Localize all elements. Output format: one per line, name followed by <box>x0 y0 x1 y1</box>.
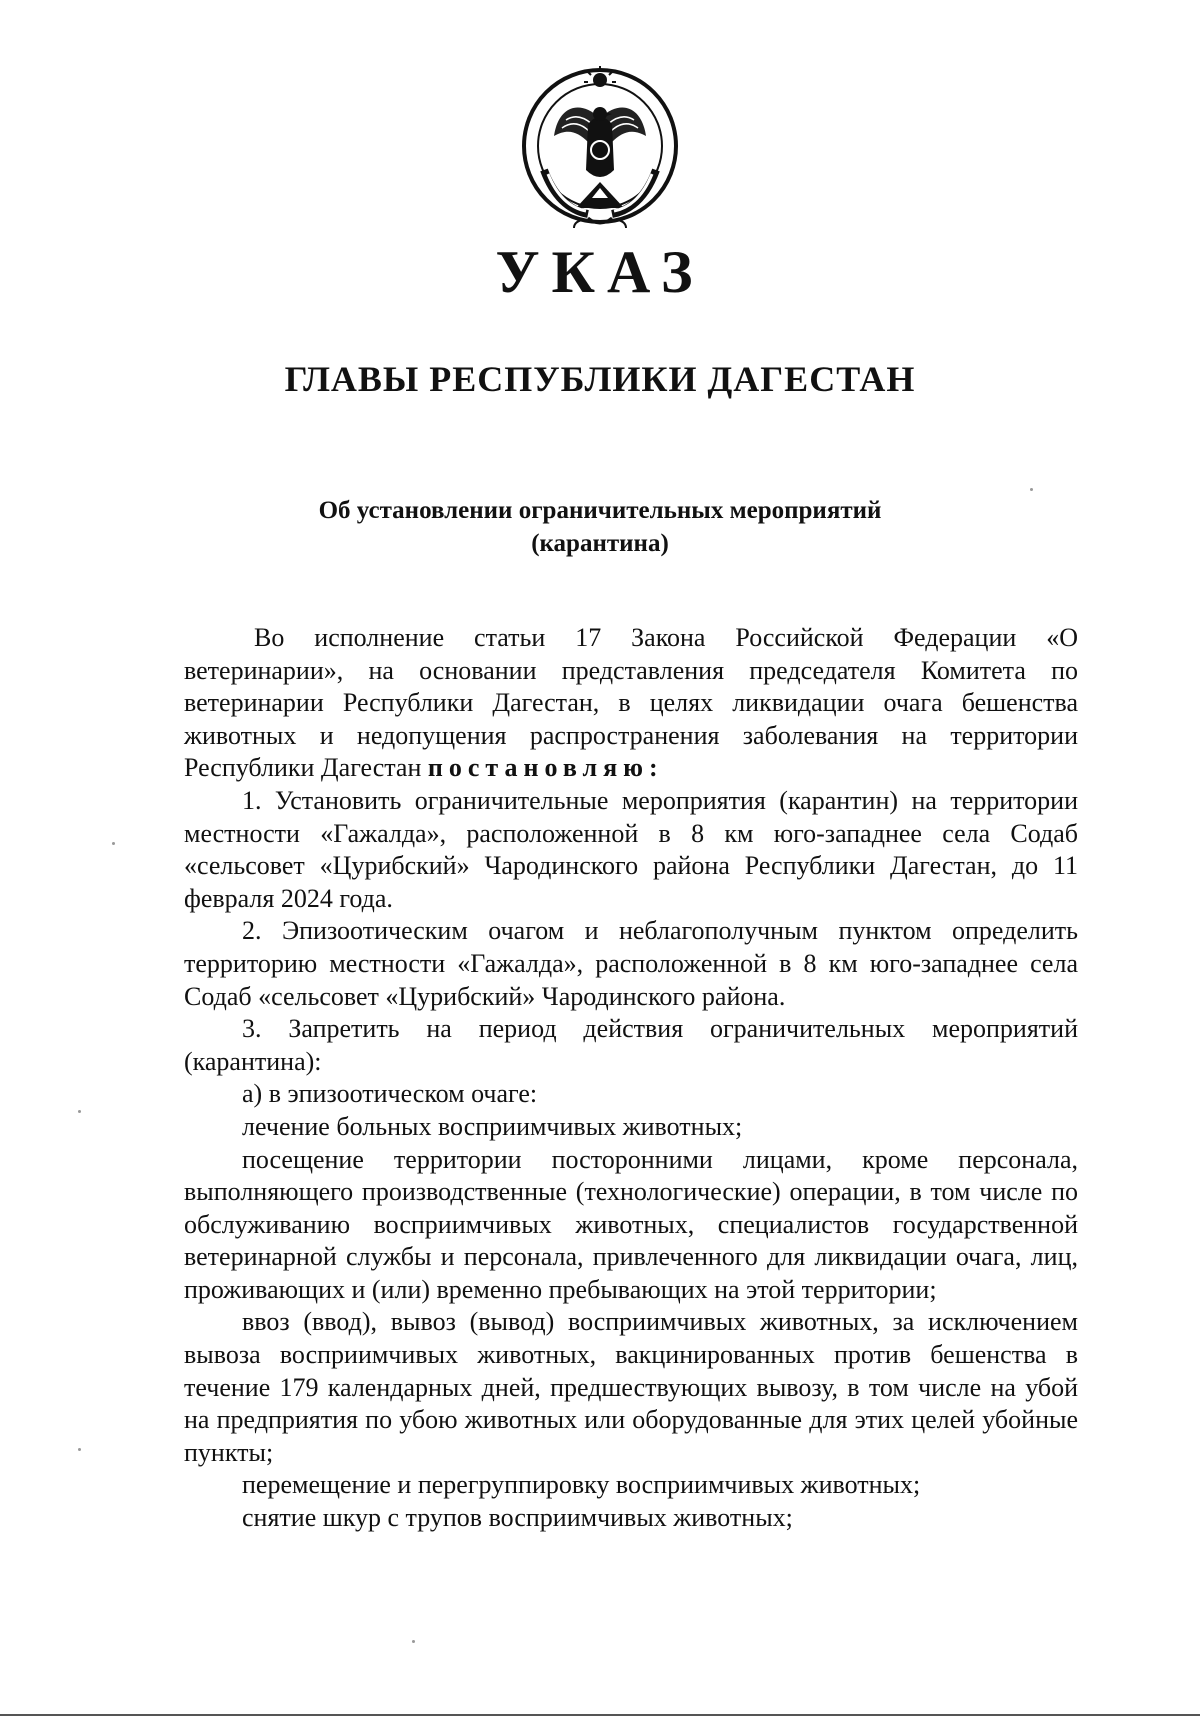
decree-issuer: ГЛАВЫ РЕСПУБЛИКИ ДАГЕСТАН <box>284 359 916 399</box>
item-3: 3. Запретить на период действия ограничительных мероприятий (карантина): <box>184 1014 1078 1076</box>
scan-speck <box>112 842 115 845</box>
preamble-paragraph <box>184 622 1078 785</box>
item-2: 2. Эпизоотическим очагом и неблагополучным пунктом определить территорию местности «Гажалда», расположенной в 8 км юго-западнее села Содаб «сельсовет «Цурибский» Чародинского района. <box>184 916 1078 1011</box>
ban-item-treatment: лечение больных восприимчивых животных; <box>242 1111 743 1141</box>
item-3a: а) в эпизоотическом очаге: <box>242 1079 538 1109</box>
document-heading <box>0 494 1200 560</box>
heading-line-1: Об установлении ограничительных мероприятий <box>318 497 882 524</box>
ban-item-regrouping: перемещение и перегруппировку восприимчивых животных; <box>242 1470 921 1500</box>
coat-of-arms-emblem <box>518 58 682 230</box>
scan-speck <box>412 1640 415 1643</box>
scan-speck <box>78 1448 81 1451</box>
heading-line-2: (карантина) <box>531 530 669 557</box>
ban-item-transport: ввоз (ввод), вывоз (вывод) восприимчивых животных, за исключением вывоза восприимчивых животных, вакцинированных против бешенства в течение 179 календарных дней, предшествующих вывозу, в том числе на убой на предприятия по убою животных или оборудованные для этих целей убойные пункты; <box>184 1307 1078 1467</box>
scan-speck <box>1030 488 1033 491</box>
preamble-text: Во исполнение статьи 17 Закона Российской Федерации «О ветеринарии», на основании представления председателя Комитета по ветеринарии Республики Дагестан, в целях ликвидации очага бешенства животных и недопущения распространения заболевания на территории Республики Дагестан <box>184 623 1078 783</box>
scan-bottom-edge <box>0 1714 1200 1716</box>
scan-speck <box>78 1110 81 1113</box>
document-body <box>184 622 1078 1535</box>
item-1: 1. Установить ограничительные мероприятия (карантин) на территории местности «Гажалда», расположенной в 8 км юго-западнее села Содаб «сельсовет «Цурибский» Чародинского района Республики Дагестан, до 11 февраля 2024 года. <box>184 785 1078 913</box>
decree-title: УКАЗ <box>495 239 705 305</box>
ban-item-skinning: снятие шкур с трупов восприимчивых животных; <box>242 1503 793 1533</box>
preamble-resolution-word: постановляю: <box>427 753 664 783</box>
ban-item-visits: посещение территории посторонними лицами, кроме персонала, выполняющего производственные (технологические) операции, в том числе по обслуживанию восприимчивых животных, специалистов государственной ветеринарной службы и персонала, привлеченного для ликвидации очага, лиц, проживающих и (или) временно пребывающих на этой территории; <box>184 1144 1078 1304</box>
